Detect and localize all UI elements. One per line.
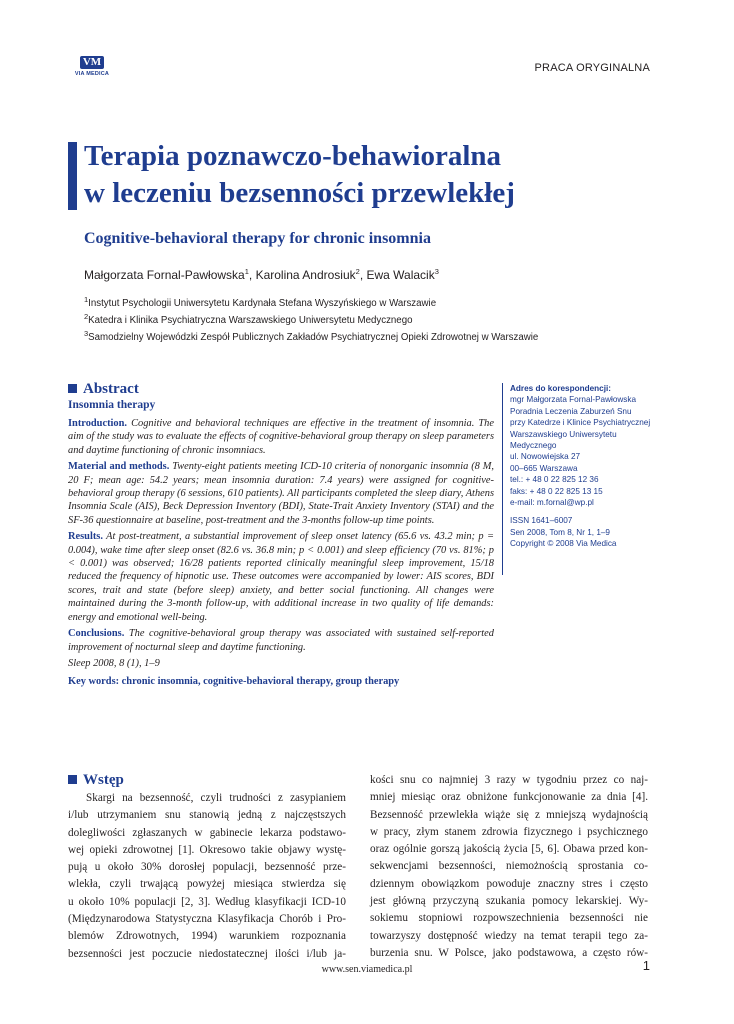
affiliation-text: Instytut Psychologii Uniwersytetu Kardynała Stefana Wyszyńskiego w Warszawie: [88, 298, 437, 310]
spacer: [510, 508, 656, 515]
body-line: sekwencjami bezsenności, niemożnością sprostania co-: [370, 860, 648, 873]
author-name: Małgorzata Fornal-Pawłowska: [84, 268, 245, 282]
issn: ISSN 1641–6007: [510, 516, 573, 526]
abstract-paragraph: [68, 627, 494, 654]
abstract-text: At post-treatment, a substantial improvement of sleep onset latency (65.6 vs. 43.2 min; p = 0.004), wake time after sleep onset (82.6 vs. 36.8 min; p < 0.001) and sleep efficiency (70 vs. 81%; p < 0.001) was observed; 16/28 patients reported clinically meaningful sleep improvement, 15/18 reduced the frequency of hipnotic use. These outcomes were accompanied by lower: AIS scores, BDI scores, trait and state (before sleep) anxiety, and better social functioning. All changes were maintained during the 3-month follow-up, with additional increase in two quality of life demands: energy and emotional well-being.: [68, 531, 494, 623]
abstract-label: Material and methods.: [68, 461, 170, 473]
author-name: Karolina Androsiuk: [255, 268, 356, 282]
article-subtitle: Cognitive-behavioral therapy for chronic insomnia: [84, 230, 431, 247]
author-affiliation-number: 3: [434, 267, 439, 276]
square-bullet-icon: [68, 775, 77, 784]
address-line: mgr Małgorzata Fornal-Pawłowska: [510, 395, 637, 405]
body-line: dolegliwości zgłaszanych w gabinecie lekarza podstawo-: [68, 826, 346, 839]
abstract-paragraph: [68, 417, 494, 457]
title-line-2: w leczeniu bezsenności przewlekłej: [84, 177, 515, 209]
keywords: Key words: chronic insomnia, cognitive-behavioral therapy, group therapy: [68, 676, 400, 688]
body-line: wej opieki zdrowotnej [1]. Okresowo takie objawy wystę-: [68, 843, 346, 856]
body-line: Skargi na bezsenność, czyli trudności z zasypianiem: [86, 792, 346, 804]
address-line: Warszawskiego Uniwersytetu: [510, 429, 617, 439]
correspondence-sidebar: [510, 383, 656, 550]
square-bullet-icon: [68, 384, 77, 393]
logo-mark: VM: [80, 56, 104, 69]
fax: faks: + 48 0 22 825 13 15: [510, 486, 603, 496]
body-line: u około 10% populacji [2, 3]. Według klasyfikacji ICD-10: [68, 895, 346, 908]
affiliation-text: Katedra i Klinika Psychiatryczna Warszawskiego Uniwersytetu Medycznego: [88, 315, 413, 327]
title-line-1: Terapia poznawczo-behawioralna: [84, 140, 502, 172]
abstract-label: Introduction.: [68, 418, 127, 429]
author-list: [84, 267, 439, 282]
intro-heading: [68, 772, 124, 789]
affiliation-number: 1: [84, 295, 89, 304]
affiliation-text: Samodzielny Wojewódzki Zespół Publicznych Zakładów Psychiatrycznej Opieki Zdrowotnej w Warszawie: [88, 332, 539, 344]
abstract-text: Cognitive and behavioral techniques are effective in the treatment of insomnia. The aim of the study was to evaluate the effects of cognitive-behavioral group therapy on sleep parameters and daytime functioning of chronic insomniacs.: [68, 418, 494, 456]
abstract-paragraph: [68, 530, 494, 624]
affiliation: [84, 327, 538, 344]
body-line: jest główną przyczyną szukania pomocy lekarskiej. Wy-: [370, 895, 648, 908]
affiliation-number: 3: [84, 329, 89, 339]
author-name: Ewa Walacik: [366, 268, 435, 282]
journal-ref: Sen 2008, Tom 8, Nr 1, 1–9: [510, 527, 610, 537]
abstract-text: Twenty-eight patients meeting ICD-10 criteria of nonorganic insomnia (8 M, 20 F; mean age: 54.2 years; mean insomnia duration: 7.4 years) were assigned for cognitive-behavioral group therapy (6 sessions, 610 patients). All participants completed the sleep diary, Athens Insomnia Scale (AIS), Beck Depression Inventory (BDI), State-Trait Anxiety Inventory (STAI) and the SF-36 questionnaire at baseline, post-treatment and the 3-months follow-up time points.: [68, 461, 494, 526]
address-line: przy Katedrze i Klinice Psychiatrycznej: [510, 418, 651, 428]
body-line: i/lub utrzymaniem snu stanowią jedną z najczęstszych: [68, 809, 346, 822]
body-line: burzenia snu. W Polsce, jako podstawowa, a często rów-: [370, 946, 648, 959]
correspondence-title: Adres do korespondencji:: [510, 384, 611, 393]
page-number: 1: [642, 958, 650, 973]
body-line: mniej miesiąc oraz obniżone funkcjonowanie za dnia [4].: [370, 791, 648, 804]
abstract-subheading: Insomnia therapy: [68, 399, 156, 411]
body-line: wlekła, czyli trwającą powyżej miesiąca stwierdza się: [68, 878, 346, 891]
footer-url-link[interactable]: www.sen.viamedica.pl: [321, 964, 413, 975]
affiliation: [84, 310, 538, 327]
abstract-section: [68, 381, 494, 687]
body-column-left: [68, 790, 346, 963]
affiliation-number: 2: [84, 312, 89, 322]
body-line: w pracy, złym stanem zdrowia fizycznego i psychicznego: [370, 825, 648, 838]
body-line: Bezsenność przewlekła wiąże się z mniejszą wydajnością: [370, 808, 648, 821]
abstract-label: Results.: [68, 531, 103, 543]
body-column-right: [370, 772, 648, 962]
author-separator: ,: [248, 268, 256, 282]
via-medica-logo: [70, 52, 114, 77]
section-label: PRACA ORYGINALNA: [534, 62, 650, 74]
phone: tel.: + 48 0 22 825 12 36: [510, 475, 599, 485]
body-line: (Międzynarodowa Statystyczna Klasyfikacja Chorób i Pro-: [68, 913, 346, 926]
body-line: pują u około 30% dorosłej populacji, bezsenność prze-: [68, 861, 346, 874]
intro-heading-text: Wstęp: [83, 772, 124, 788]
abstract-text: The cognitive-behavioral group therapy was associated with sustained self-reported improvement of nocturnal sleep and daytime functioning.: [68, 628, 494, 653]
article-title: [84, 138, 644, 212]
body-line: blemów Zdrowotnych, 1994) warunkiem rozpoznania: [68, 930, 346, 943]
sidebar-divider: [502, 383, 503, 575]
address-line: ul. Nowowiejska 27: [510, 452, 581, 462]
copyright: Copyright © 2008 Via Medica: [510, 539, 617, 549]
body-line: dziennym obowiązkom powoduje znaczny stres i często: [370, 877, 648, 890]
abstract-label: Conclusions.: [68, 628, 125, 640]
email-link[interactable]: e-mail: m.fornal@wp.pl: [510, 498, 594, 508]
body-line: kości snu co najmniej 3 razy w tygodniu przez co naj-: [370, 774, 648, 786]
title-accent-bar: [68, 142, 77, 210]
author-affiliation-number: 1: [244, 267, 249, 276]
abstract-heading: [68, 381, 494, 398]
citation: Sleep 2008, 8 (1), 1–9: [68, 657, 160, 669]
body-line: bezsenności jest poczucie niedostatecznej ilości i/lub ja-: [68, 947, 346, 960]
body-line: towarzyszy dostępność wiedzy na temat terapii tego za-: [370, 929, 648, 942]
abstract-paragraph: [68, 460, 494, 527]
affiliation: [84, 293, 538, 310]
author-affiliation-number: 2: [355, 267, 360, 276]
address-line: Medycznego: [510, 441, 557, 451]
address-line: Poradnia Leczenia Zaburzeń Snu: [510, 406, 632, 416]
author-separator: ,: [359, 268, 367, 282]
logo-text: VIA MEDICA: [74, 71, 110, 77]
address-line: 00–665 Warszawa: [510, 463, 578, 473]
body-line: oraz ogólnie gorszą jakością życia [5, 6]. Obawa przed kon-: [370, 843, 648, 856]
body-line: sokiemu stopniowi rozpowszechnienia bezsenności nie: [370, 912, 648, 925]
abstract-heading-text: Abstract: [83, 381, 139, 397]
affiliation-list: [84, 293, 538, 345]
